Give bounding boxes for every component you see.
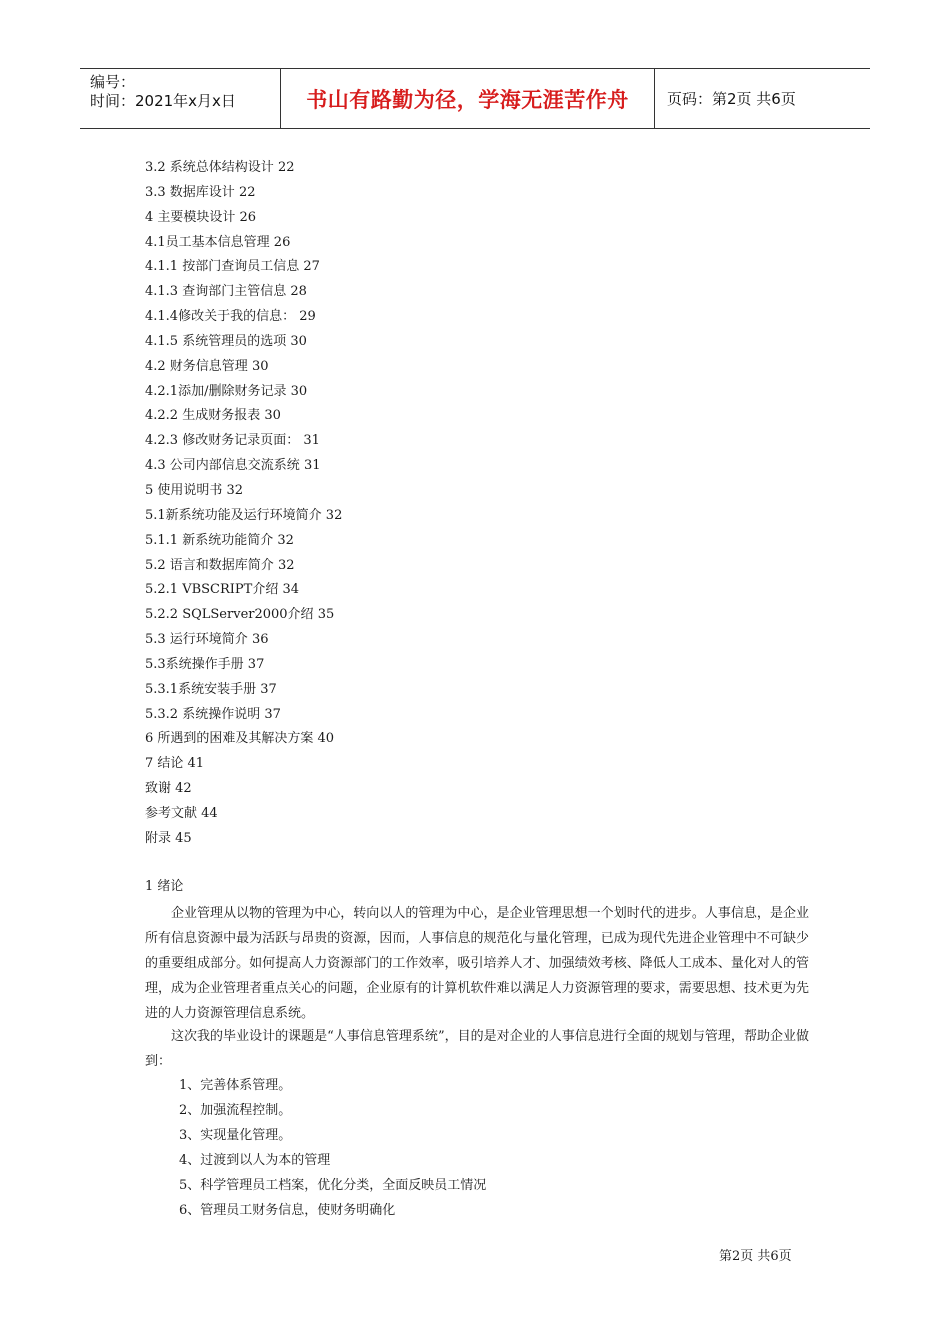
list-item: 6、管理员工财务信息，使财务明确化 <box>179 1203 396 1218</box>
list-item: 4、过渡到以人为本的管理 <box>179 1153 331 1168</box>
footer-page-number: 第2页 共6页 <box>719 1249 792 1264</box>
toc-item: 6 所遇到的困难及其解决方案 40 <box>145 731 335 747</box>
toc-item: 5.3系统操作手册 37 <box>145 656 265 672</box>
toc-item: 5.2.2 SQLServer2000介绍 35 <box>145 607 335 623</box>
list-item: 5、科学管理员工档案，优化分类，全面反映员工情况 <box>179 1178 487 1193</box>
numbered-list <box>179 1073 486 1223</box>
toc-item: 5 使用说明书 32 <box>145 482 244 498</box>
toc-item: 4.1.4修改关于我的信息： 29 <box>145 309 316 325</box>
toc-item: 3.2 系统总体结构设计 22 <box>145 160 295 175</box>
toc-item: 5.1.1 新系统功能简介 32 <box>145 532 294 548</box>
toc-item: 5.1新系统功能及运行环境简介 32 <box>145 507 343 523</box>
toc-item: 4.2.1添加/删除财务记录 30 <box>145 383 308 399</box>
toc-item: 参考文献 44 <box>145 805 218 821</box>
toc-item: 致谢 42 <box>145 781 192 797</box>
toc-item: 4.1员工基本信息管理 26 <box>145 234 291 250</box>
table-of-contents <box>145 156 342 852</box>
toc-item: 4.1.5 系统管理员的选项 30 <box>145 333 307 349</box>
body-paragraph: 企业管理从以物的管理为中心，转向以人的管理为中心，是企业管理思想一个划时代的进步。人事信息，是企业所有信息资源中最为活跃与昂贵的资源，因而，人事信息的规范化与量化管理，已成为现代先进企业管理中不可缺少的重要组成部分。如何提高人力资源部门的工作效率，吸引培养人才、加强绩效考核、降低人工成本、量化对人的管理，成为企业管理者重点关心的问题，企业原有的计算机软件难以满足人力资源管理的要求，需要思想、技术更为先进的人力资源管理信息系统。 <box>145 906 809 1021</box>
header-page-number: 页码：第2页 共6页 <box>667 90 796 108</box>
toc-item: 4 主要模块设计 26 <box>145 209 257 225</box>
toc-item: 4.2 财务信息管理 30 <box>145 358 269 374</box>
header-motto: 书山有路勤为径，学海无涯苦作舟 <box>281 69 655 128</box>
toc-item: 3.3 数据库设计 22 <box>145 184 256 200</box>
toc-item: 附录 45 <box>145 830 192 846</box>
toc-item: 4.2.2 生成财务报表 30 <box>145 408 281 424</box>
toc-item: 5.2 语言和数据库简介 32 <box>145 557 295 573</box>
toc-item: 5.3.2 系统操作说明 37 <box>145 706 281 722</box>
toc-item: 5.3.1系统安装手册 37 <box>145 681 277 697</box>
toc-item: 4.1.3 查询部门主管信息 28 <box>145 284 307 300</box>
toc-item: 5.2.1 VBSCRIPT介绍 34 <box>145 582 300 598</box>
toc-item: 4.3 公司内部信息交流系统 31 <box>145 458 321 474</box>
page-header <box>80 68 870 129</box>
toc-item: 7 结论 41 <box>145 756 205 772</box>
toc-item: 4.1.1 按部门查询员工信息 27 <box>145 259 320 275</box>
header-meta <box>80 69 281 128</box>
list-item: 2、加强流程控制。 <box>179 1103 292 1118</box>
body-paragraph: 这次我的毕业设计的课题是“人事信息管理系统”，目的是对企业的人事信息进行全面的规划与管理，帮助企业做到： <box>145 1029 809 1069</box>
toc-item: 4.2.3 修改财务记录页面： 31 <box>145 433 320 449</box>
list-item: 3、实现量化管理。 <box>179 1128 292 1143</box>
section-heading: 1 绪论 <box>145 879 184 894</box>
toc-item: 5.3 运行环境简介 36 <box>145 632 269 648</box>
list-item: 1、完善体系管理。 <box>179 1078 292 1093</box>
time-label: 时间：2021年x月x日 <box>90 92 236 110</box>
number-label: 编号： <box>90 73 136 91</box>
